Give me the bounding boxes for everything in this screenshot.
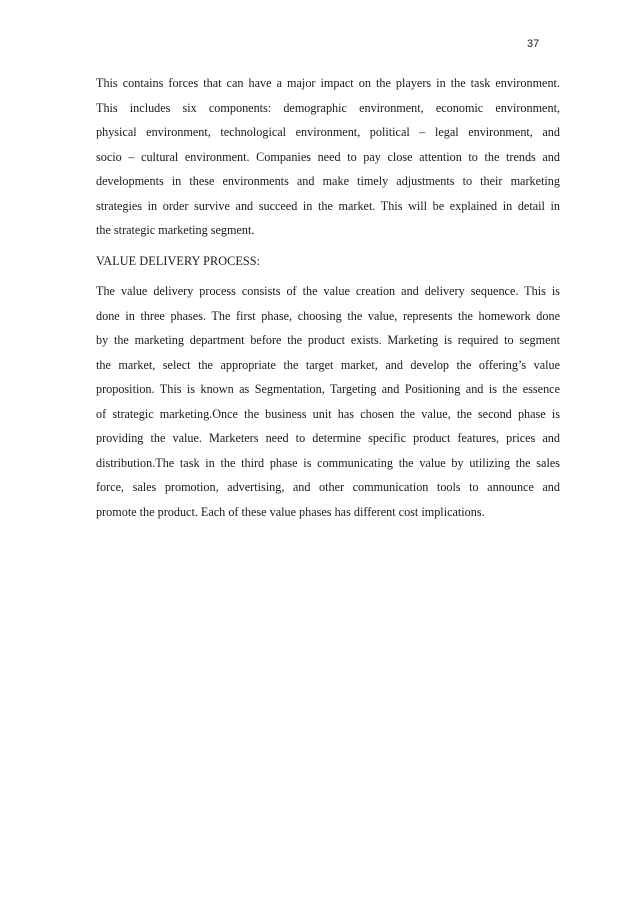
- paragraph-value-delivery: [96, 279, 560, 524]
- text-line: developments in these environments and make timely adjustments to their marketing: [96, 174, 560, 188]
- text-line: of strategic marketing.Once the business unit has chosen the value, the second phase is: [96, 406, 560, 421]
- text-line: the strategic marketing segment.: [96, 223, 255, 237]
- text-line: strategies in order survive and succeed in the market. This will be explained in detail in: [96, 198, 560, 213]
- text-line: distribution.The task in the third phase is communicating the value by utilizing the sales: [96, 455, 560, 470]
- document-body: [96, 71, 560, 524]
- text-line: by the marketing department before the product exists. Marketing is required to segment: [96, 333, 560, 347]
- section-heading: VALUE DELIVERY PROCESS:: [96, 253, 261, 268]
- text-line: done in three phases. The first phase, choosing the value, represents the homework done: [96, 308, 560, 323]
- text-line: providing the value. Marketers need to determine specific product features, prices and: [96, 431, 560, 445]
- text-line: The value delivery process consists of the value creation and delivery sequence. This is: [96, 284, 560, 298]
- page-number: 37: [527, 38, 540, 50]
- text-line: the market, select the appropriate the target market, and develop the offering’s value: [96, 357, 560, 372]
- paragraph-task-environment: [96, 71, 560, 243]
- text-line: This includes six components: demographic environment, economic environment,: [96, 100, 560, 115]
- text-line: force, sales promotion, advertising, and other communication tools to announce and: [96, 480, 560, 494]
- text-line: This contains forces that can have a major impact on the players in the task environment.: [96, 76, 560, 90]
- text-line: socio – cultural environment. Companies need to pay close attention to the trends and: [96, 149, 560, 164]
- text-line: promote the product. Each of these value phases has different cost implications.: [96, 504, 485, 519]
- text-line: proposition. This is known as Segmentation, Targeting and Positioning and is the essence: [96, 382, 560, 396]
- text-line: physical environment, technological environment, political – legal environment, and: [96, 125, 560, 139]
